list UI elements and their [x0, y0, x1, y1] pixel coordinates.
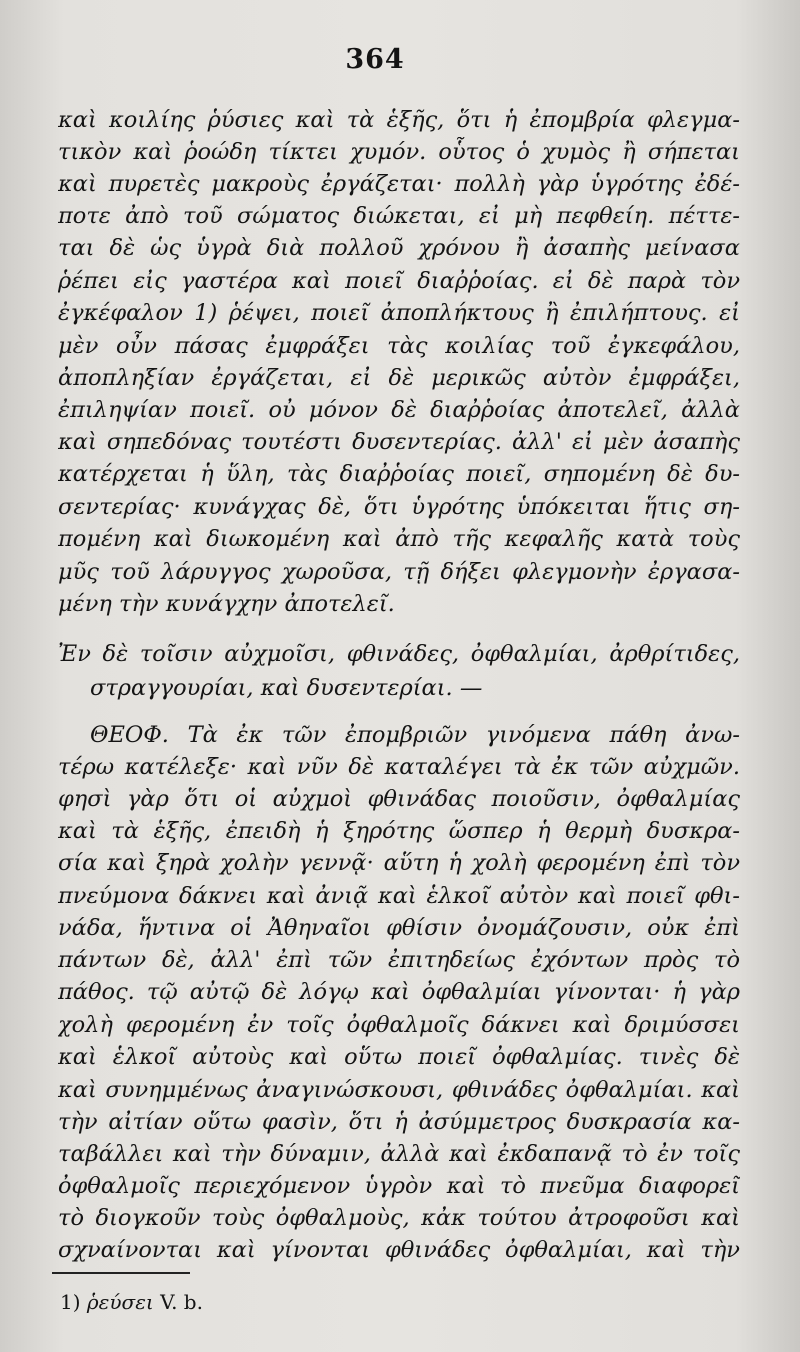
footnote-text: ῥεύσει [86, 1290, 154, 1314]
text-line: ῥέπει εἰς γαστέρα καὶ ποιεῖ διαῤῥοίας. εἰ δὲ παρὰ τὸν [58, 268, 740, 294]
footnote [60, 1290, 203, 1314]
footnote-source: V. b. [160, 1290, 203, 1314]
commentary-line: τὴν αἰτίαν οὕτω φασὶν, ὅτι ἡ ἀσύμμετρος δυσκρασία κα- [58, 1109, 740, 1135]
commentary-line: τέρω κατέλεξε· καὶ νῦν δὲ καταλέγει τὰ ἐκ τῶν αὐχμῶν. [58, 754, 740, 780]
quote-line: στραγγουρίαι, καὶ δυσεντερίαι. — [90, 675, 483, 701]
text-line: πομένη καὶ διωκομένη καὶ ἀπὸ τῆς κεφαλῆς κατὰ τοὺς [58, 526, 740, 552]
commentary-line: φησὶ γὰρ ὅτι οἱ αὐχμοὶ φθινάδας ποιοῦσιν, ὀφθαλμίας [58, 786, 740, 812]
text-line: ἐπιληψίαν ποιεῖ. οὐ μόνον δὲ διαῤῥοίας ἀποτελεῖ, ἀλλὰ [58, 397, 740, 423]
quote-line: Ἐν δὲ τοῖσιν αὐχμοῖσι, φθινάδες, ὀφθαλμίαι, ἀρθρίτιδες, [58, 641, 740, 667]
text-line: ἐγκέφαλον 1) ῥέψει, ποιεῖ ἀποπλήκτους ἢ ἐπιλήπτους. εἰ [58, 300, 740, 326]
commentary-line: σία καὶ ξηρὰ χολὴν γεννᾷ· αὕτη ἡ χολὴ φερομένη ἐπὶ τὸν [58, 850, 740, 876]
text-line: καὶ πυρετὲς μακροὺς ἐργάζεται· πολλὴ γὰρ ὑγρότης ἐδέ- [58, 171, 740, 197]
text-line: καὶ σηπεδόνας τουτέστι δυσεντερίας. ἀλλ' εἰ μὲν ἀσαπὴς [58, 429, 740, 455]
footnote-marker: 1) [60, 1290, 81, 1314]
commentary-line: σχναίνονται καὶ γίνονται φθινάδες ὀφθαλμίαι, καὶ τὴν [58, 1237, 740, 1263]
text-line: ἀποπληξίαν ἐργάζεται, εἰ δὲ μερικῶς αὐτὸν ἐμφράξει, [58, 365, 740, 391]
text-line: σεντερίας· κυνάγχας δὲ, ὅτι ὑγρότης ὑπόκειται ἥτις ση- [58, 494, 740, 520]
text-line: τικὸν καὶ ῥοώδη τίκτει χυμόν. οὗτος ὁ χυμὸς ἢ σήπεται [58, 139, 740, 165]
commentary-line: πνεύμονα δάκνει καὶ ἀνιᾷ καὶ ἑλκοῖ αὐτὸν καὶ ποιεῖ φθι- [58, 883, 740, 909]
text-line: μῦς τοῦ λάρυγγος χωροῦσα, τῇ δήξει φλεγμονὴν ἐργασα- [58, 559, 740, 585]
text-line: μὲν οὖν πάσας ἐμφράξει τὰς κοιλίας τοῦ ἐγκεφάλου, [58, 333, 740, 359]
commentary-line: ΘΕΟΦ. Τὰ ἐκ τῶν ἐπομβριῶν γινόμενα πάθη ἀνω- [90, 722, 740, 748]
text-line: ται δὲ ὡς ὑγρὰ διὰ πολλοῦ χρόνου ἢ ἀσαπὴς μείνασα [58, 235, 740, 261]
commentary-line: τὸ διογκοῦν τοὺς ὀφθαλμοὺς, κἀκ τούτου ἀτροφοῦσι καὶ [58, 1205, 740, 1231]
text-line: μένη τὴν κυνάγχην ἀποτελεῖ. [58, 591, 395, 617]
commentary-line: καὶ ἑλκοῖ αὐτοὺς καὶ οὕτω ποιεῖ ὀφθαλμίας. τινὲς δὲ [58, 1044, 740, 1070]
commentary-line: χολὴ φερομένη ἐν τοῖς ὀφθαλμοῖς δάκνει καὶ δριμύσσει [58, 1012, 740, 1038]
commentary-line: καὶ τὰ ἑξῆς, ἐπειδὴ ἡ ξηρότης ὥσπερ ἡ θερμὴ δυσκρα- [58, 818, 740, 844]
footnote-divider [52, 1272, 190, 1274]
text-line: κατέρχεται ἡ ὕλη, τὰς διαῤῥοίας ποιεῖ, σηπομένη δὲ δυ- [58, 461, 740, 487]
commentary-line: καὶ συνημμένως ἀναγινώσκουσι, φθινάδες ὀφθαλμίαι. καὶ [58, 1077, 740, 1103]
text-line: ποτε ἀπὸ τοῦ σώματος διώκεται, εἰ μὴ πεφθείη. πέττε- [58, 203, 740, 229]
commentary-line: πάντων δὲ, ἀλλ' ἐπὶ τῶν ἐπιτηδείως ἐχόντων πρὸς τὸ [58, 947, 740, 973]
commentary-line: πάθος. τῷ αὐτῷ δὲ λόγῳ καὶ ὀφθαλμίαι γίνονται· ἡ γὰρ [58, 979, 740, 1005]
commentary-line: νάδα, ἥντινα οἱ Ἀθηναῖοι φθίσιν ὀνομάζουσιν, οὐκ ἐπὶ [58, 915, 740, 941]
text-line: καὶ κοιλίης ῥύσιες καὶ τὰ ἑξῆς, ὅτι ἡ ἐπομβρία φλεγμα- [58, 107, 740, 133]
page-number: 364 [345, 44, 405, 75]
commentary-line: ὀφθαλμοῖς περιεχόμενον ὑγρὸν καὶ τὸ πνεῦμα διαφορεῖ [58, 1173, 740, 1199]
commentary-line: ταβάλλει καὶ τὴν δύναμιν, ἀλλὰ καὶ ἐκδαπανᾷ τὸ ἐν τοῖς [58, 1141, 740, 1167]
